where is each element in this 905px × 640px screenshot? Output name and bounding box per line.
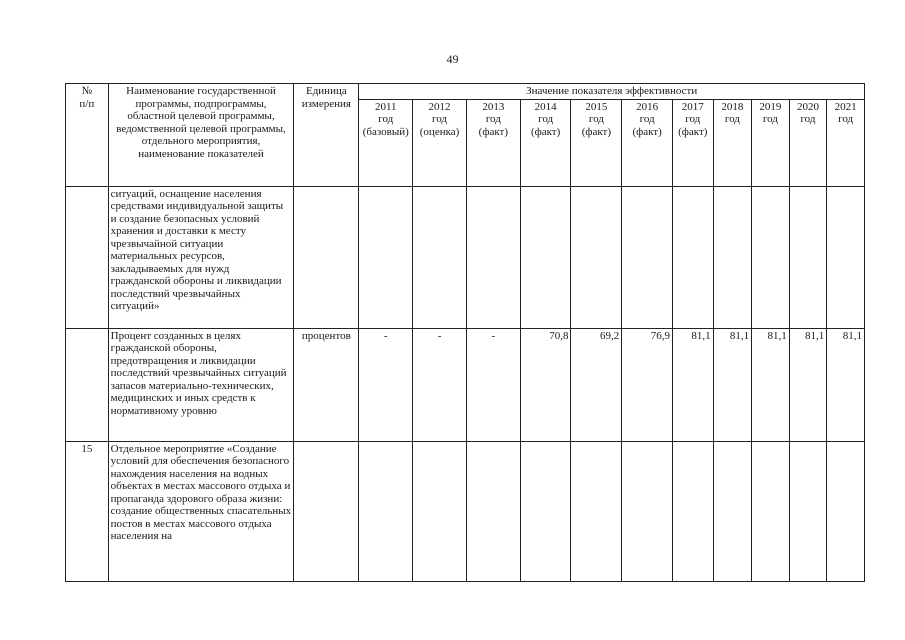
value-cell-2014	[520, 441, 571, 581]
header-year-2015	[571, 99, 622, 186]
row-unit: процентов	[294, 328, 359, 441]
header-year-year: 2020	[796, 100, 819, 113]
header-year-2017	[672, 99, 713, 186]
value-cell-2017: 81,1	[672, 328, 713, 441]
value-cell-2013	[466, 441, 520, 581]
header-year-year: 2012	[428, 100, 451, 113]
header-year-word: год	[378, 113, 394, 125]
indicator-table	[65, 83, 865, 582]
header-number: № п/п	[66, 84, 109, 187]
value-cell-2016	[622, 186, 673, 328]
row-number: 15	[66, 441, 109, 581]
value-cell-2011	[359, 186, 413, 328]
header-year-word: год	[432, 113, 448, 125]
value-cell-2015	[571, 441, 622, 581]
header-year-year: 2017	[681, 100, 704, 113]
header-year-year: 2011	[374, 100, 397, 113]
value-cell-2018	[713, 441, 752, 581]
header-year-note: (факт)	[478, 125, 508, 138]
header-year-year: 2019	[759, 100, 782, 113]
header-year-word: год	[838, 113, 854, 125]
value-cell-2012	[413, 441, 467, 581]
value-cell-2016	[622, 441, 673, 581]
value-cell-2012	[413, 186, 467, 328]
row-number	[66, 186, 109, 328]
value-cell-2019: 81,1	[752, 328, 790, 441]
header-year-year: 2016	[636, 100, 659, 113]
value-cell-2012: -	[413, 328, 467, 441]
header-values-group: Значение показателя эффективности	[359, 84, 865, 100]
value-cell-2013: -	[466, 328, 520, 441]
header-year-2012	[413, 99, 467, 186]
header-year-year: 2013	[482, 100, 505, 113]
header-year-2016	[622, 99, 673, 186]
header-year-2011	[359, 99, 413, 186]
header-unit: Единица измерения	[294, 84, 359, 187]
header-year-2020	[789, 99, 827, 186]
value-cell-2016: 76,9	[622, 328, 673, 441]
header-year-note: (факт)	[530, 125, 561, 138]
header-year-word: год	[485, 113, 501, 125]
value-cell-2019	[752, 186, 790, 328]
header-year-word: год	[685, 113, 701, 125]
value-cell-2017	[672, 441, 713, 581]
value-cell-2021	[827, 441, 865, 581]
value-cell-2018	[713, 186, 752, 328]
header-year-year: 2014	[534, 100, 557, 113]
row-name: ситуаций, оснащение населения средствами индивидуальной защиты и создание безопасных условий хранения и доставки к месту чрезвычайной ситуации материальных ресурсов, закладываемых для нужд гражданской обороны и ликвидации последствий чрезвычайных ситуаций»	[108, 186, 294, 328]
header-year-word: год	[762, 113, 778, 125]
value-cell-2020: 81,1	[789, 328, 827, 441]
value-cell-2021	[827, 186, 865, 328]
header-year-word: год	[800, 113, 816, 125]
value-cell-2020	[789, 186, 827, 328]
header-year-note: (факт)	[678, 125, 708, 138]
header-year-word: год	[538, 113, 554, 125]
header-year-year: 2015	[585, 100, 608, 113]
row-unit	[294, 441, 359, 581]
row-number	[66, 328, 109, 441]
value-cell-2014	[520, 186, 571, 328]
header-year-word: год	[588, 113, 604, 125]
value-cell-2021: 81,1	[827, 328, 865, 441]
header-year-word: год	[639, 113, 655, 125]
value-cell-2020	[789, 441, 827, 581]
row-unit	[294, 186, 359, 328]
value-cell-2019	[752, 441, 790, 581]
value-cell-2018: 81,1	[713, 328, 752, 441]
table-row	[66, 186, 865, 328]
table-row	[66, 441, 865, 581]
value-cell-2015: 69,2	[571, 328, 622, 441]
value-cell-2013	[466, 186, 520, 328]
value-cell-2014: 70,8	[520, 328, 571, 441]
header-year-2014	[520, 99, 571, 186]
header-year-note: (базовый)	[362, 125, 409, 138]
value-cell-2011: -	[359, 328, 413, 441]
header-year-2018	[713, 99, 752, 186]
row-name: Процент созданных в целях гражданской обороны, предотвращения и ликвидации последствий чрезвычайных ситуаций запасов материально-технических, медицинских и иных средств к нормативному уровню	[108, 328, 294, 441]
header-year-note: (факт)	[581, 125, 612, 138]
header-name: Наименование государственной программы, подпрограммы, областной целевой программы, ведомственной целевой программы, отдельного мероприятия, наименование показателей	[108, 84, 294, 187]
header-year-year: 2018	[721, 100, 744, 113]
header-year-note: (факт)	[632, 125, 662, 138]
value-cell-2015	[571, 186, 622, 328]
header-year-word: год	[724, 113, 740, 125]
row-name: Отдельное мероприятие «Создание условий для обеспечения безопасного нахождения населения на водных объектах в местах массового отдыха и пропаганда здорового образа жизни: создание общественных спасательных постов в местах массового отдыха населения на	[108, 441, 294, 581]
value-cell-2011	[359, 441, 413, 581]
header-year-note: (оценка)	[419, 125, 460, 138]
header-year-2021	[827, 99, 865, 186]
header-year-year: 2021	[834, 100, 857, 113]
table-row	[66, 328, 865, 441]
page-number: 49	[446, 52, 459, 66]
header-year-2019	[752, 99, 790, 186]
header-year-2013	[466, 99, 520, 186]
value-cell-2017	[672, 186, 713, 328]
